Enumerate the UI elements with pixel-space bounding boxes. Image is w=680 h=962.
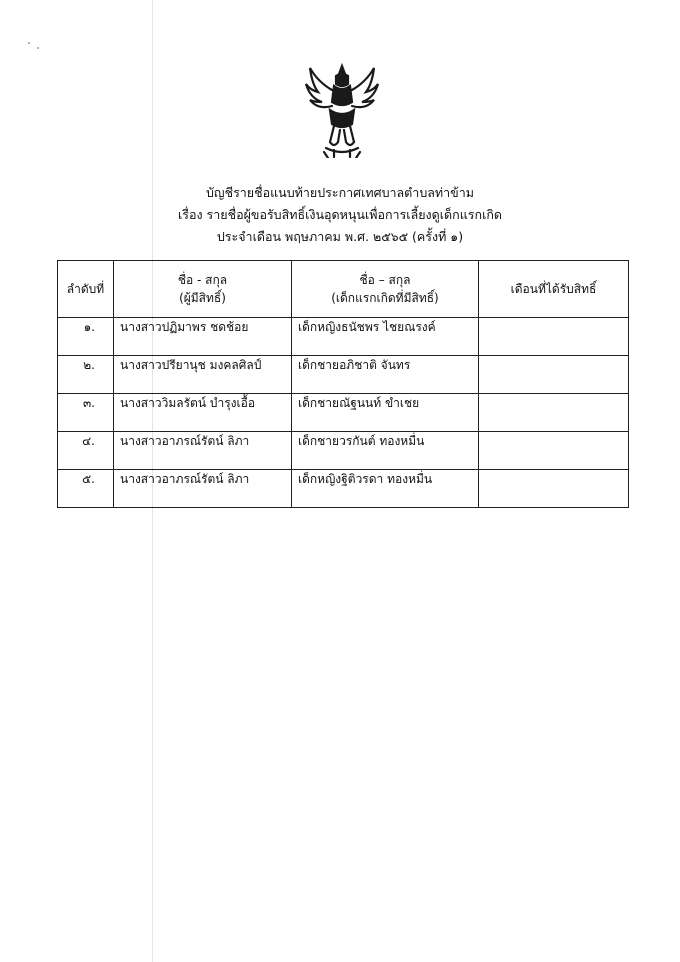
row-order: ๒. <box>58 356 114 394</box>
child-name: เด็กชายณัฐนนท์ ขำเชย <box>292 394 479 432</box>
table-row <box>58 432 629 470</box>
applicant-name: นางสาวอาภรณ์รัตน์ ลิภา <box>114 432 292 470</box>
eligible-month <box>479 432 629 470</box>
heading-line-2: เรื่อง รายชื่อผู้ขอรับสิทธิ์เงินอุดหนุนเพื่อการเลี้ยงดูเด็กแรกเกิด <box>177 207 503 222</box>
column-header-applicant-note: (ผู้มีสิทธิ์) <box>179 291 226 305</box>
child-name: เด็กชายวรกันต์ ทองหมื่น <box>292 432 479 470</box>
child-name: เด็กหญิงธนัชพร ไชยณรงค์ <box>292 318 479 356</box>
column-header-child-name: ชื่อ – สกุล <box>359 273 411 287</box>
paper-speck <box>37 47 39 49</box>
row-order: ๓. <box>58 394 114 432</box>
column-header-applicant <box>114 261 292 318</box>
beneficiary-table <box>57 260 629 508</box>
column-header-order: ลำดับที่ <box>58 261 114 318</box>
heading-line-1: บัญชีรายชื่อแนบท้ายประกาศเทศบาลตำบลท่าข้าม <box>206 185 474 200</box>
column-header-month: เดือนที่ได้รับสิทธิ์ <box>479 261 629 318</box>
table-row <box>58 394 629 432</box>
row-order: ๑. <box>58 318 114 356</box>
table-row <box>58 318 629 356</box>
document-heading <box>0 182 680 248</box>
table-row <box>58 356 629 394</box>
applicant-name: นางสาววิมลรัตน์ บำรุงเอื้อ <box>114 394 292 432</box>
table-row <box>58 470 629 508</box>
row-order: ๕. <box>58 470 114 508</box>
eligible-month <box>479 470 629 508</box>
eligible-month <box>479 394 629 432</box>
row-order: ๔. <box>58 432 114 470</box>
garuda-emblem-icon <box>304 62 380 158</box>
child-name: เด็กหญิงฐิติวรดา ทองหมื่น <box>292 470 479 508</box>
heading-line-3: ประจำเดือน พฤษภาคม พ.ศ. ๒๕๖๕ (ครั้งที่ ๑) <box>216 229 464 244</box>
column-header-applicant-name: ชื่อ - สกุล <box>177 273 228 287</box>
column-header-child-note: (เด็กแรกเกิดที่มีสิทธิ์) <box>331 291 439 305</box>
applicant-name: นางสาวอาภรณ์รัตน์ ลิภา <box>114 470 292 508</box>
column-header-child <box>292 261 479 318</box>
table-header-row <box>58 261 629 318</box>
applicant-name: นางสาวปฏิมาพร ชดช้อย <box>114 318 292 356</box>
paper-speck <box>28 42 30 44</box>
eligible-month <box>479 318 629 356</box>
eligible-month <box>479 356 629 394</box>
child-name: เด็กชายอภิชาติ จันทร <box>292 356 479 394</box>
applicant-name: นางสาวปรียานุช มงคลศิลป์ <box>114 356 292 394</box>
